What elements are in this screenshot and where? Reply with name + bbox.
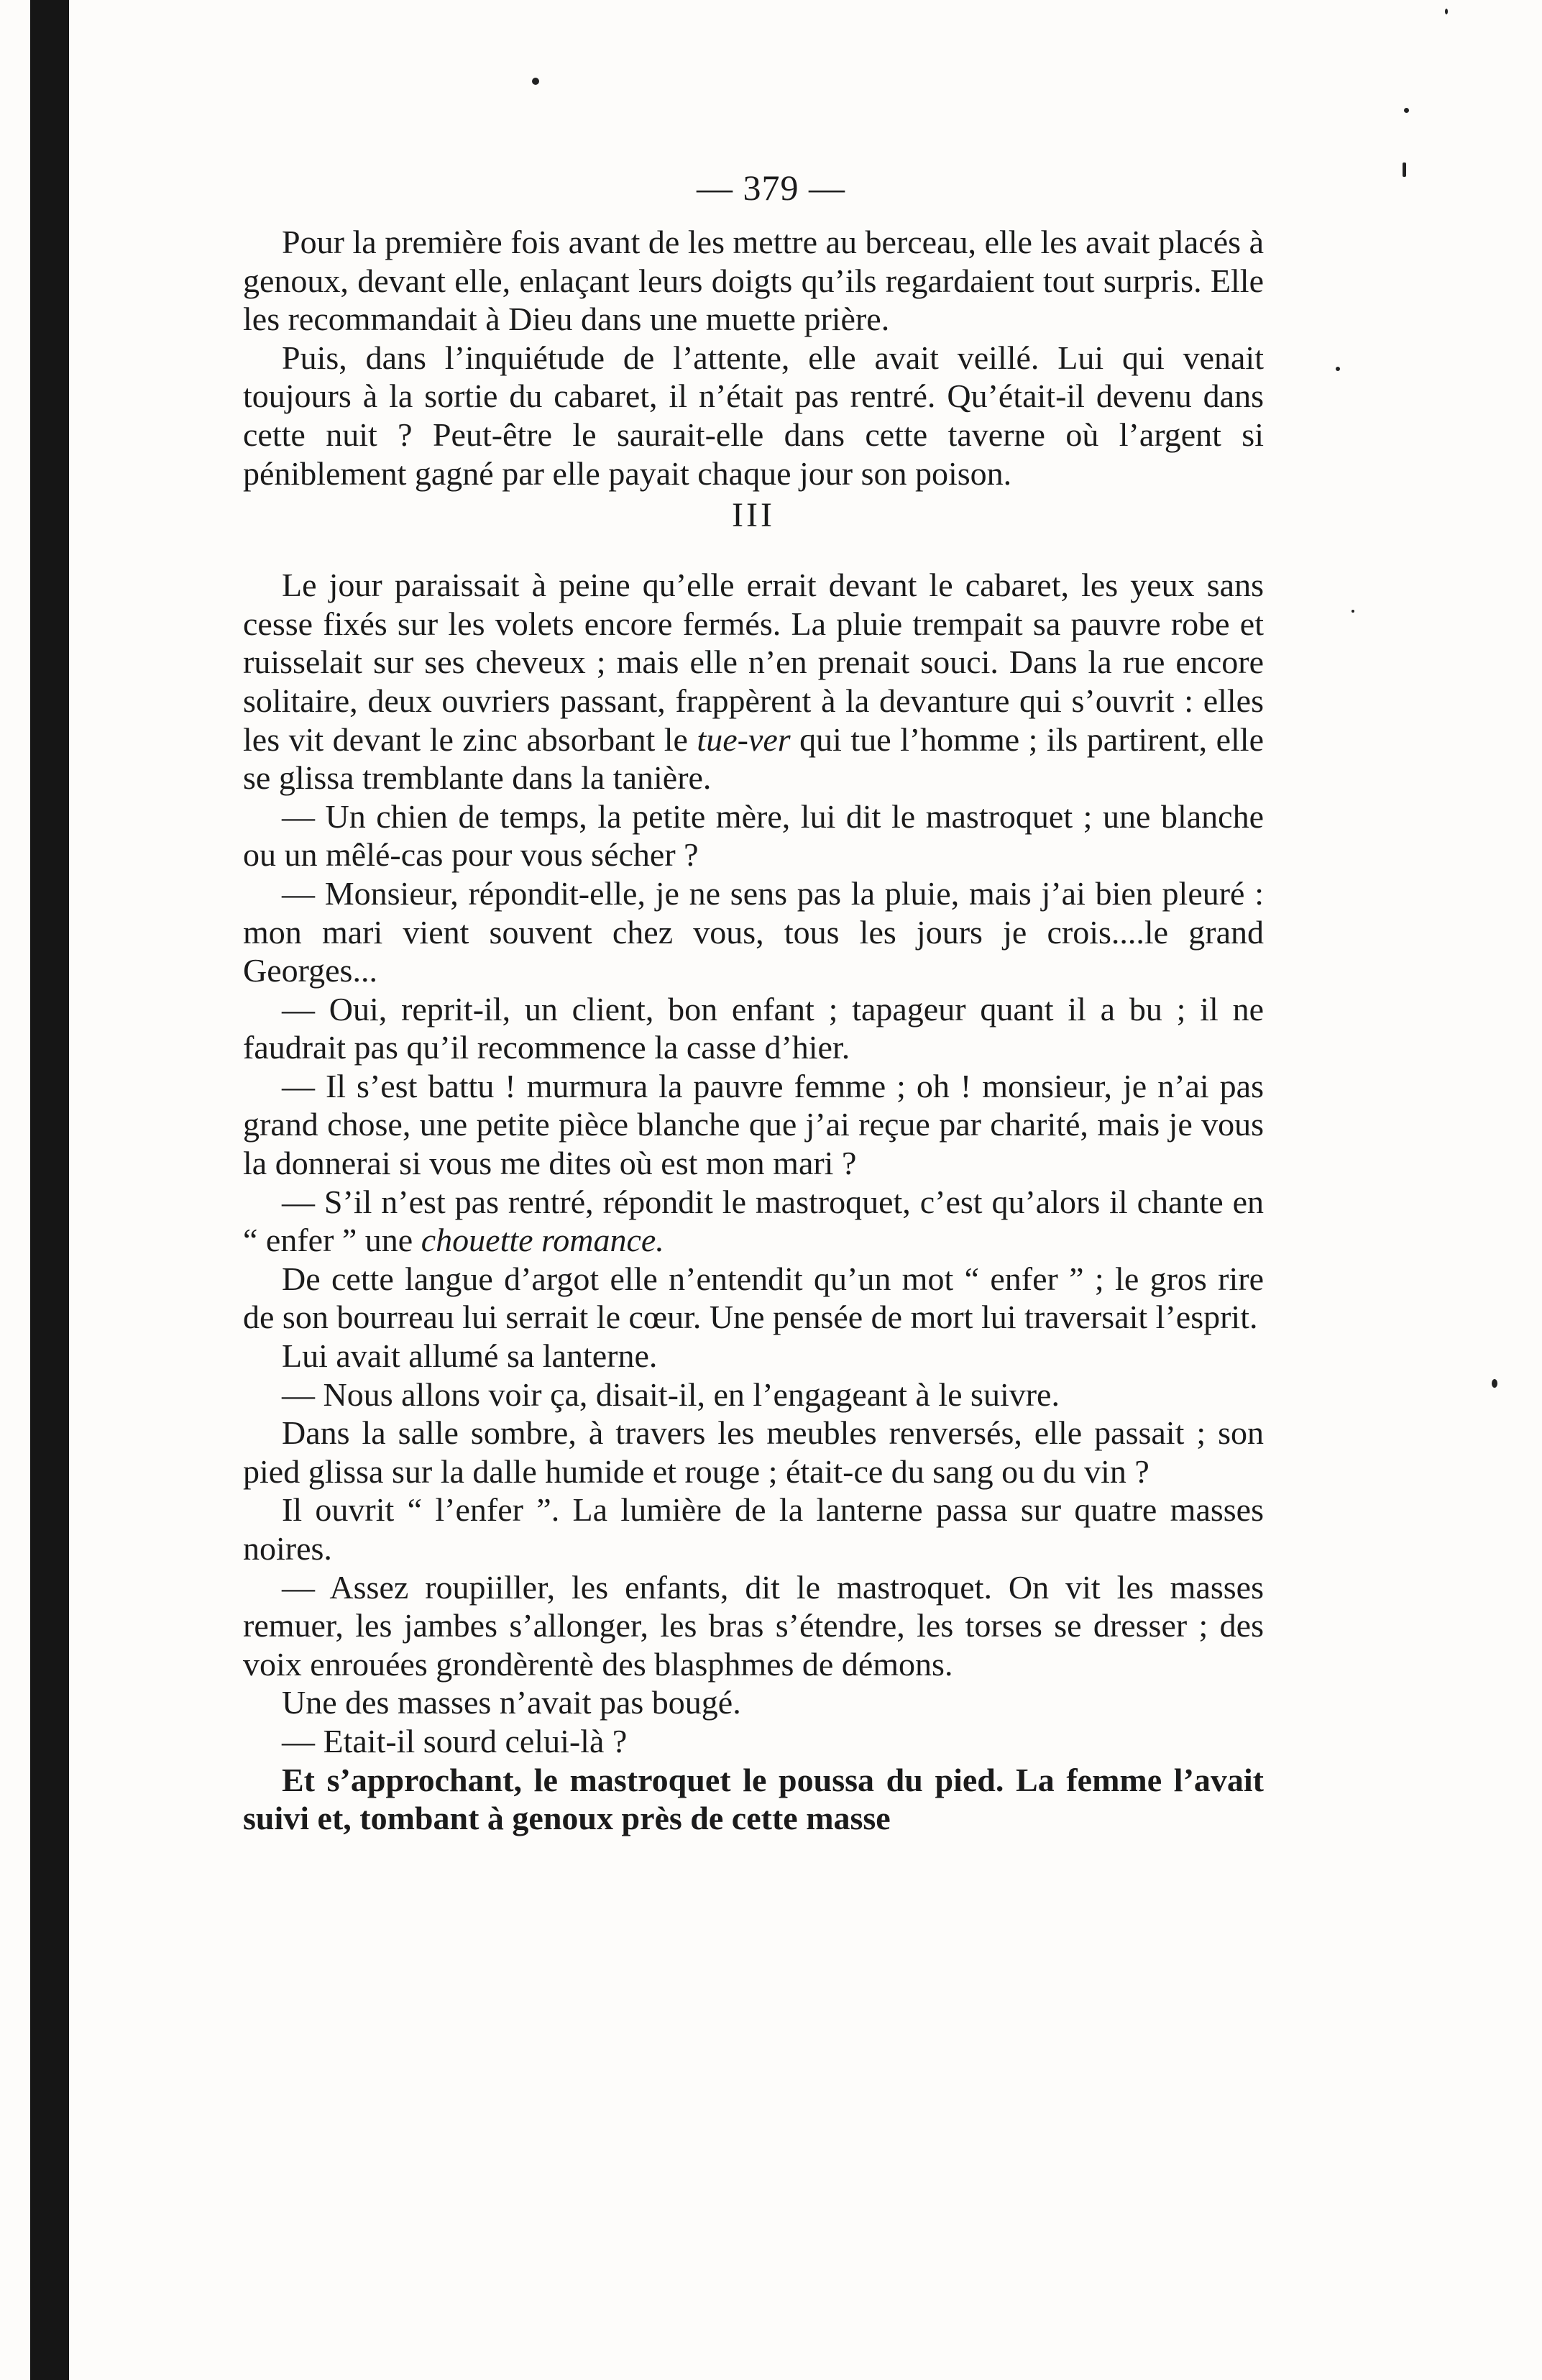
paragraph: — Oui, reprit-il, un client, bon enfant ; tapageur quant il a bu ; il ne faudrait pas qu’il recommence la casse d’hier. bbox=[243, 990, 1264, 1066]
text-run: — S’il n’est pas rentré, répondit le mastroquet, c’est qu’alors il chante en “ enfer ” une bbox=[243, 1183, 1264, 1259]
scan-speck bbox=[1351, 610, 1354, 613]
paragraph: Puis, dans l’inquiétude de l’attente, elle avait veillé. Lui qui venait toujours à la sortie du cabaret, il n’était pas rentré. Qu’était-il devenu dans cette nuit ? Peut-être le saurait-elle dans cette taverne où l’argent si péniblement gagné par elle payait chaque jour son poison. bbox=[243, 339, 1264, 492]
scan-speck bbox=[1336, 367, 1340, 371]
text-run: qui tue l’homme ; ils partirent, elle se glissa tremblante dans la tanière. bbox=[243, 720, 1264, 797]
page-text bbox=[243, 223, 1264, 1838]
section-heading: III bbox=[732, 496, 775, 535]
text-run: Le jour paraissait à peine qu’elle errait devant le cabaret, les yeux sans cesse fixés sur les volets encore fermés. La pluie trempait sa pauvre robe et ruisselait sur ses cheveux ; mais elle n’en prenait souci. Dans la rue encore solitaire, deux ouvriers passant, frappèrent à la devanture qui s’ouvrit : elles les vit devant le zinc absorbant le bbox=[243, 567, 1264, 758]
paragraph: Lui avait allumé sa lanterne. bbox=[282, 1337, 658, 1375]
italic-text: tue-ver bbox=[697, 720, 791, 758]
paragraph: — Il s’est battu ! murmura la pauvre femme ; oh ! monsieur, je n’ai pas grand chose, une petite pièce blanche que j’ai reçue par charité, mais je vous la donnerai si vous me dites où est mon mari ? bbox=[243, 1067, 1264, 1182]
paragraph: — Monsieur, répondit-elle, je ne sens pas la pluie, mais j’ai bien pleuré : mon mari vient souvent chez vous, tous les jours je crois....le grand Georges... bbox=[243, 874, 1264, 989]
paragraph: — Nous allons voir ça, disait-il, en l’engageant à le suivre. bbox=[282, 1376, 1060, 1413]
scan-speck bbox=[1404, 108, 1409, 113]
paragraph bbox=[243, 566, 1264, 797]
page-number: — 379 — bbox=[697, 168, 845, 208]
paragraph: Une des masses n’avait pas bougé. bbox=[282, 1684, 741, 1721]
paragraph: Il ouvrit “ l’enfer ”. La lumière de la lanterne passa sur quatre masses noires. bbox=[243, 1491, 1264, 1567]
scan-speck bbox=[532, 78, 539, 85]
italic-text: chouette romance. bbox=[421, 1222, 664, 1259]
paragraph: — Etait-il sourd celui-là ? bbox=[282, 1722, 628, 1759]
paragraph: — Assez roupiiller, les enfants, dit le mastroquet. On vit les masses remuer, les jambes s’allonger, les bras s’étendre, les torses se dresser ; des voix enrouées grondèrentè des blasphmes de démons. bbox=[243, 1568, 1264, 1683]
scan-speck bbox=[1492, 1379, 1497, 1388]
scan-speck bbox=[1445, 9, 1448, 14]
paragraph bbox=[243, 1183, 1264, 1260]
paragraph: — Un chien de temps, la petite mère, lui dit le mastroquet ; une blanche ou un mêlé-cas pour vous sécher ? bbox=[243, 797, 1264, 874]
paragraph: De cette langue d’argot elle n’entendit qu’un mot “ enfer ” ; le gros rire de son bourreau lui serrait le cœur. Une pensée de mort lui traversait l’esprit. bbox=[243, 1260, 1264, 1336]
book-spine-shadow bbox=[30, 0, 69, 2380]
paragraph: Dans la salle sombre, à travers les meubles renversés, elle passait ; son pied glissa sur la dalle humide et rouge ; était-ce du sang ou du vin ? bbox=[243, 1414, 1264, 1490]
paragraph: Et s’approchant, le mastroquet le poussa du pied. La femme l’avait suivi et, tombant à genoux près de cette masse bbox=[243, 1761, 1264, 1837]
paragraph: Pour la première fois avant de les mettre au berceau, elle les avait placés à genoux, devant elle, enlaçant leurs doigts qu’ils regardaient tout surpris. Elle les recommandait à Dieu dans une muette prière. bbox=[243, 224, 1264, 338]
